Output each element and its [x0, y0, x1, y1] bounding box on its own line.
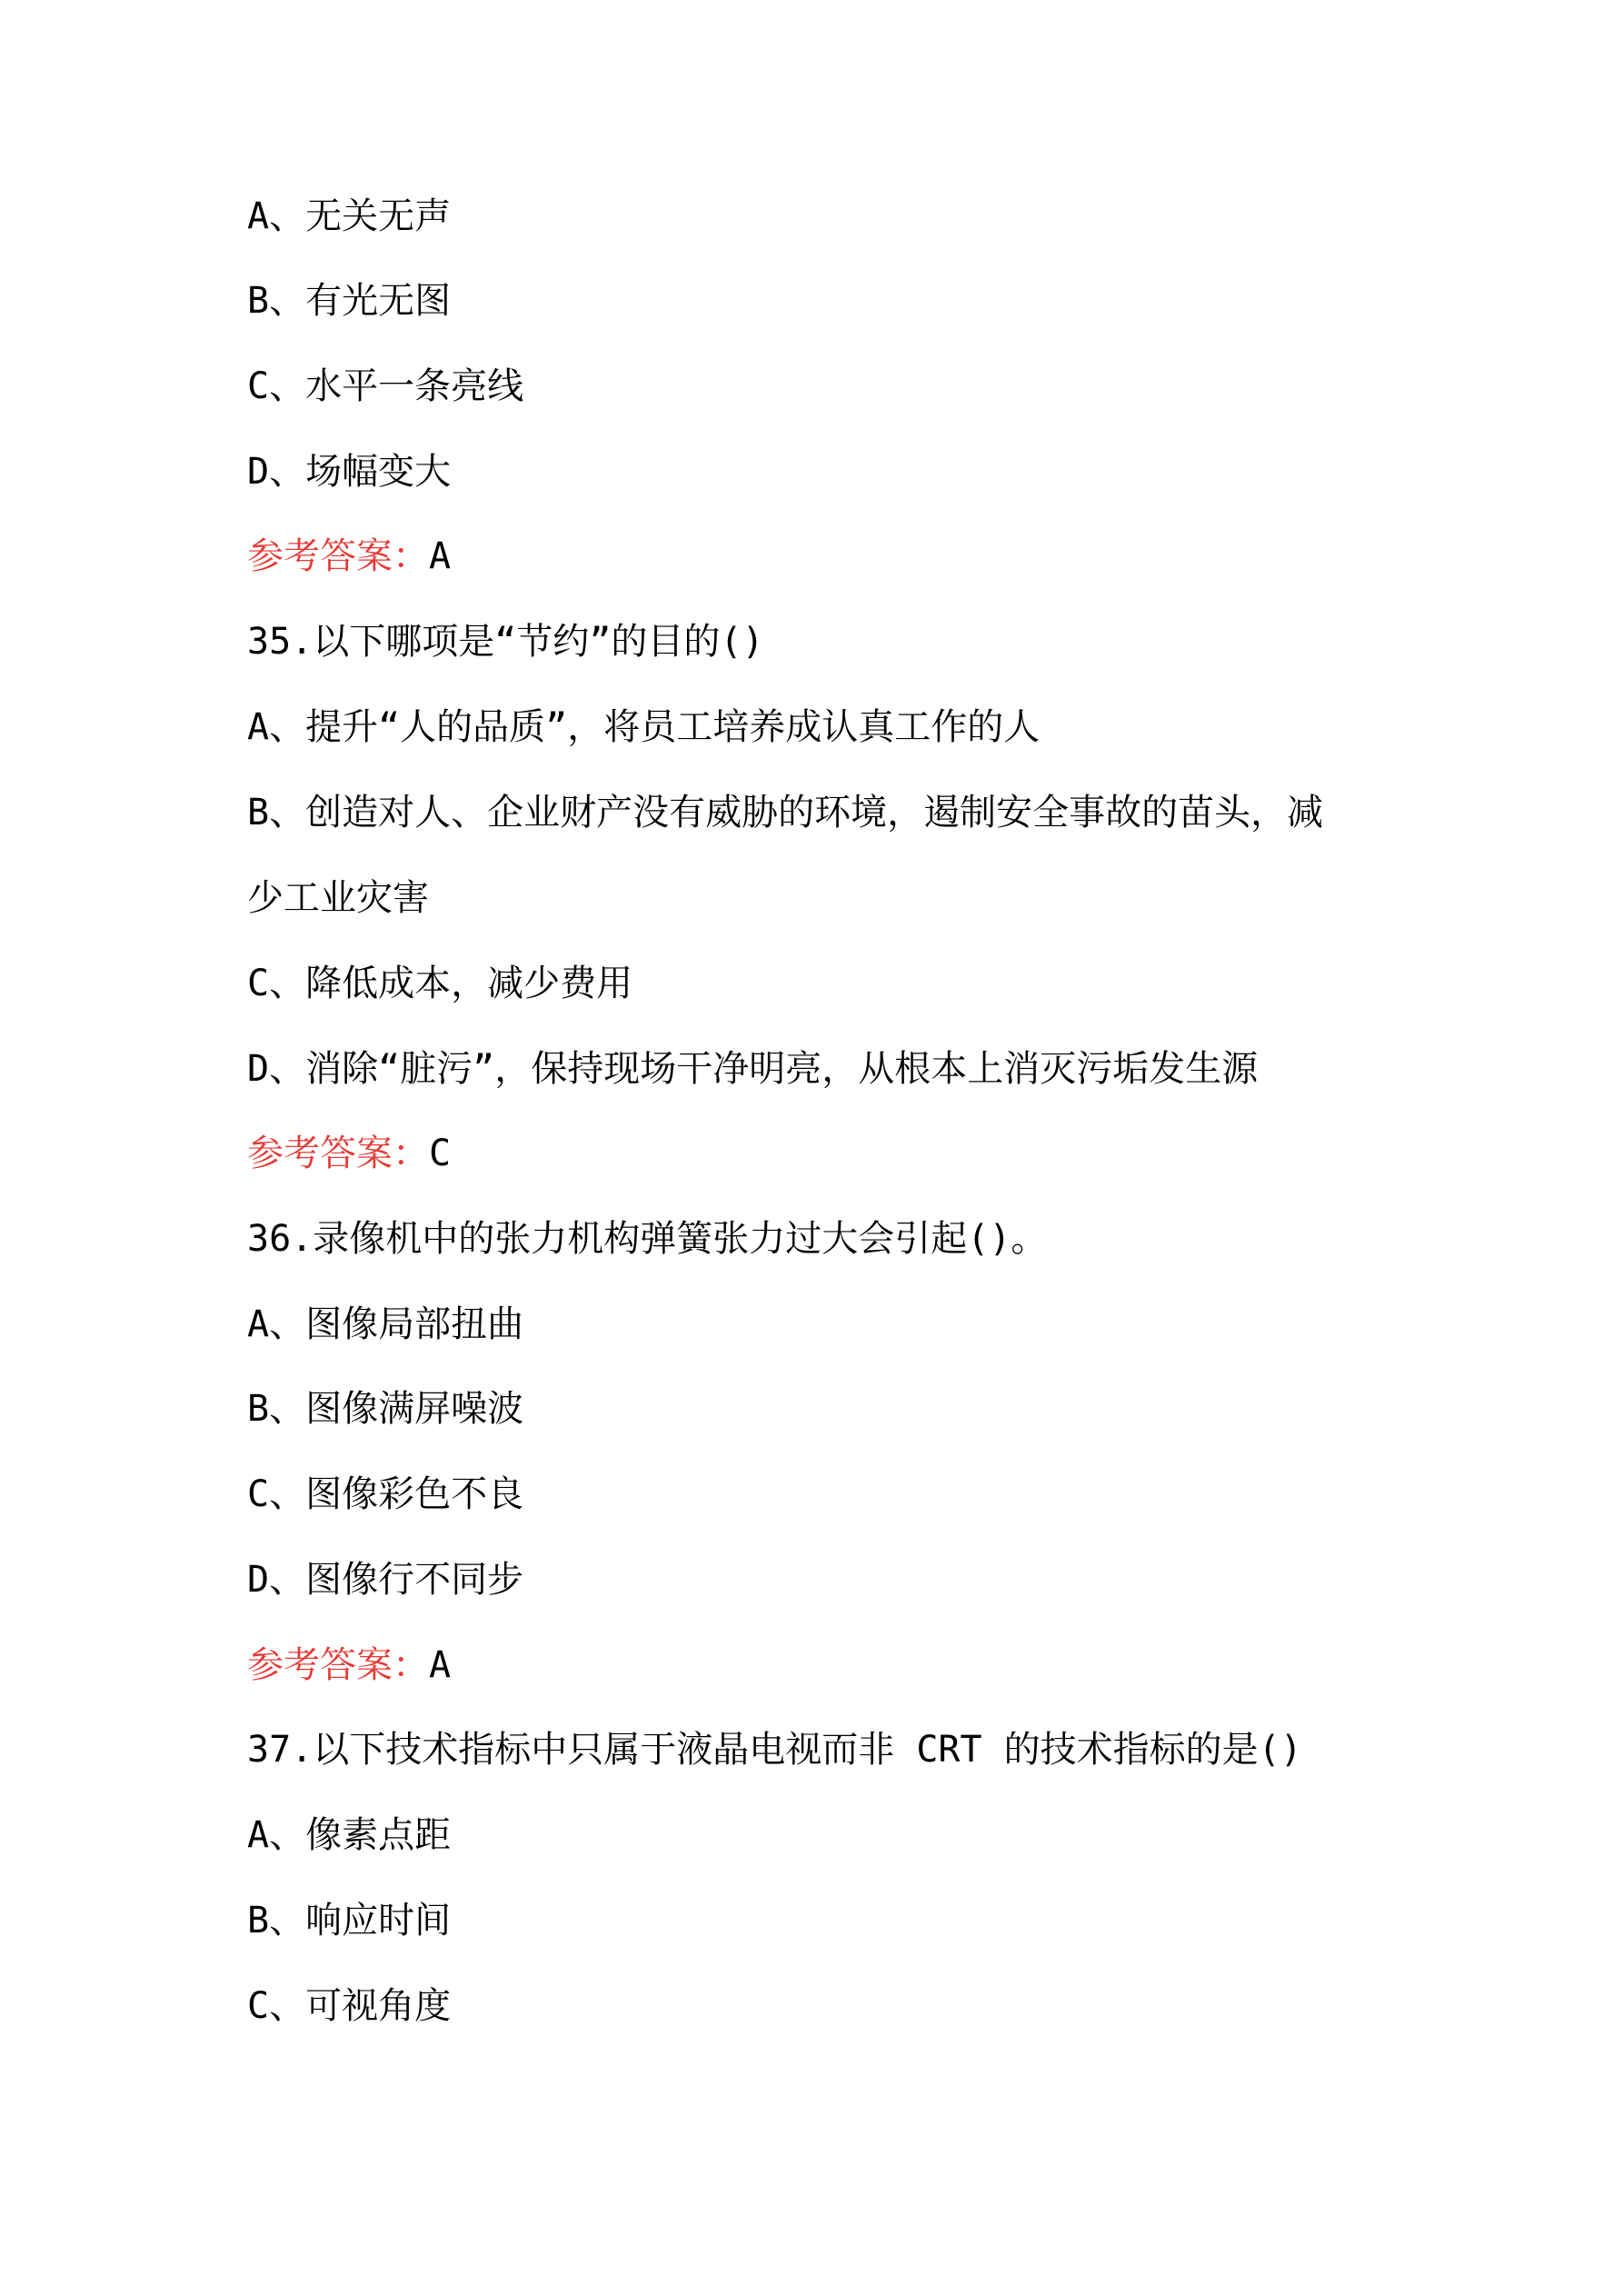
option-line: C、水平一条亮线: [247, 365, 524, 407]
question-line: 36.录像机中的张力机构弹簧张力过大会引起()。: [247, 1218, 1048, 1260]
answer-label: 参考答案：: [247, 1133, 429, 1174]
answer-line: [247, 1642, 1429, 1689]
question-line: 35.以下哪项是“节约”的目的(): [247, 621, 764, 663]
option-line: A、图像局部扭曲: [247, 1303, 524, 1345]
option-line: C、可视角度: [247, 1985, 452, 2027]
option-line: A、提升“人的品质”，将员工培养成认真工作的人: [247, 706, 1041, 748]
answer-value: C: [429, 1133, 452, 1174]
option-line: D、图像行不同步: [247, 1559, 524, 1601]
answer-label: 参考答案：: [247, 535, 429, 577]
answer-label: 参考答案：: [247, 1644, 429, 1686]
answer-line: [247, 533, 1429, 580]
option-line: B、响应时间: [247, 1900, 452, 1942]
option-line: D、场幅变大: [247, 451, 452, 493]
option-line: B、创造对人、企业财产没有威胁的环境，遏制安全事故的苗头，减: [247, 792, 1324, 834]
option-line: A、像素点距: [247, 1814, 452, 1856]
option-line: A、无关无声: [247, 195, 452, 237]
answer-value: A: [429, 1644, 452, 1686]
option-line: 少工业灾害: [247, 877, 429, 919]
option-line: D、消除“脏污”，保持现场干净明亮，从根本上消灭污垢发生源: [247, 1048, 1259, 1090]
answer-line: [247, 1130, 1429, 1177]
option-line: C、降低成本，减少费用: [247, 963, 633, 1004]
option-line: B、图像满屏噪波: [247, 1388, 524, 1430]
option-line: C、图像彩色不良: [247, 1473, 524, 1515]
option-line: B、有光无图: [247, 280, 452, 322]
question-line: 37.以下技术指标中只属于液晶电视而非 CRT 的技术指标的是(): [247, 1729, 1302, 1771]
answer-value: A: [429, 535, 452, 577]
